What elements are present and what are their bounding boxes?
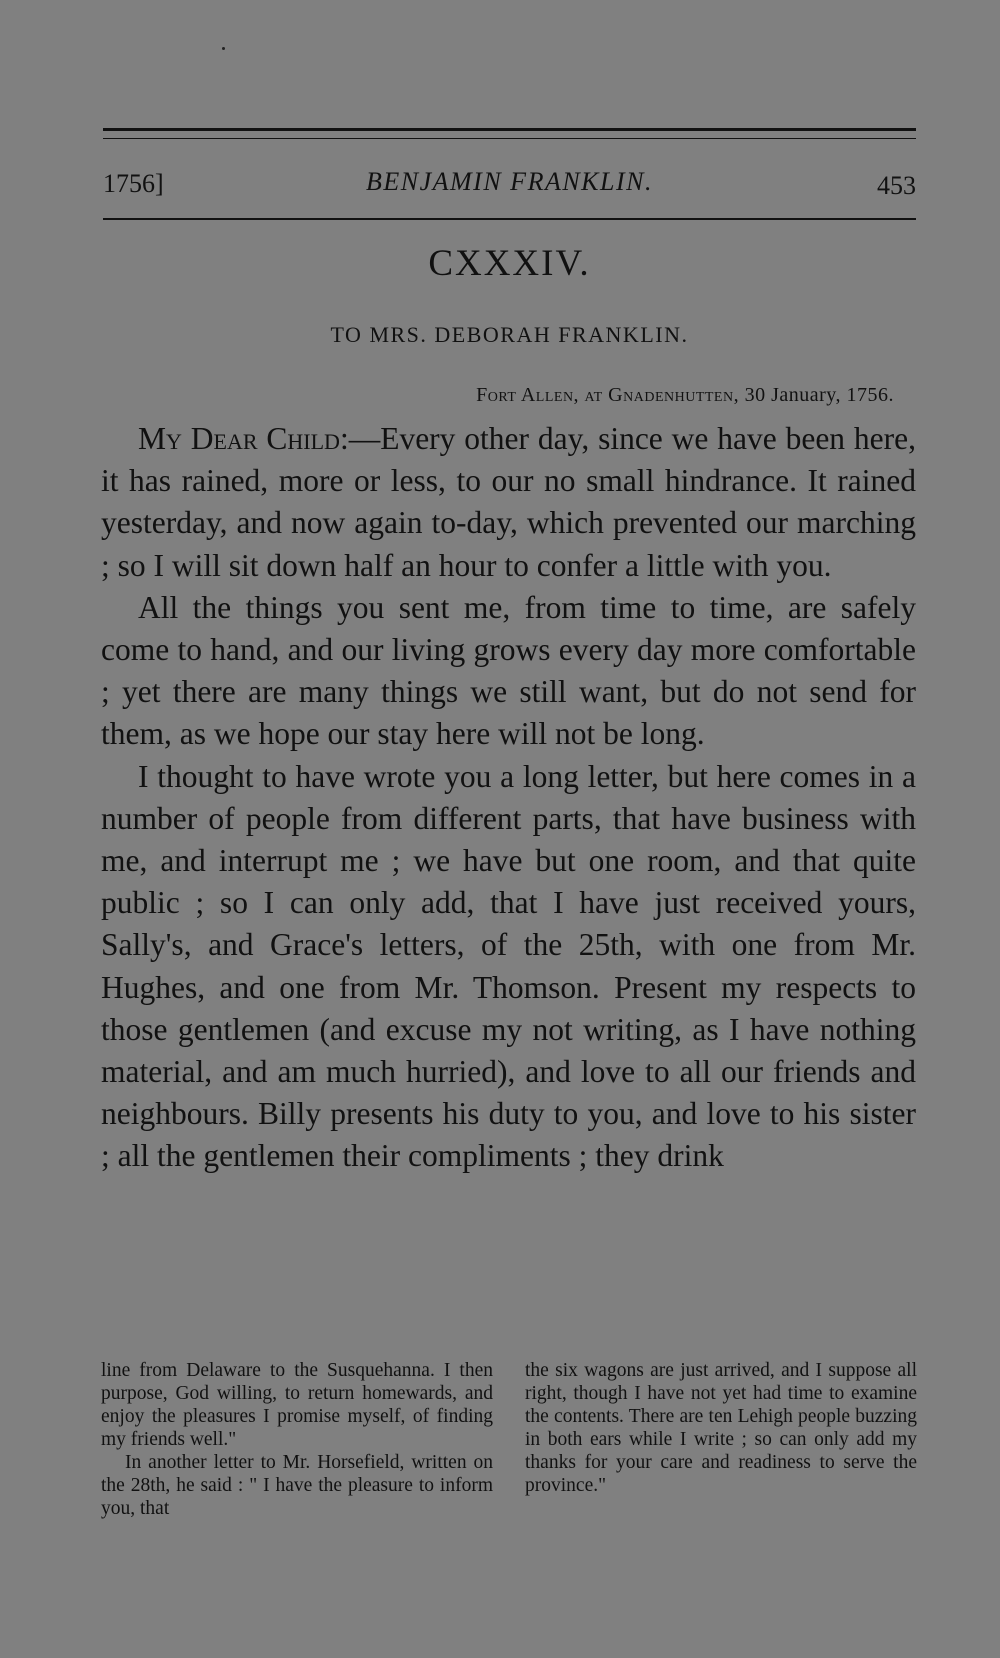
page-number: 453 bbox=[877, 171, 916, 200]
letter-dateline bbox=[103, 384, 894, 407]
letter-paragraph: I thought to have wrote you a long letter, but here comes in a number of people from different parts, that have business with me, and interrupt me ; we have but one room, and that quite public ; so I can only add, that I have just received yours, Sally's, and Grace's letters, of the 25th, with one from Mr. Hughes, and one from Mr. Thomson. Present my respects to those gentlemen (and excuse my not writing, as I have nothing material, and am much hurried), and love to all our friends and neighbours. Billy presents his duty to you, and love to his sister ; all the gentlemen their compliments ; they drink bbox=[101, 758, 916, 1174]
letter-salutation: My Dear Child bbox=[138, 421, 340, 456]
top-rule-thick bbox=[103, 128, 916, 131]
footnote-paragraph: the six wagons are just arrived, and I suppose all right, though I have not yet had time to examine the contents. There are ten Lehigh people buzzing in both ears while I write ; so can only add my thanks for your care and readiness to serve the province." bbox=[525, 1360, 917, 1496]
running-head-title: BENJAMIN FRANKLIN. bbox=[366, 167, 653, 196]
paragraph-text: :—Every other day, since we have been here, it has rained, more or less, to our no small hindrance. It rained yesterday, and now again to-day, which prevented our marching ; so I will sit down half an hour to confer a little with you. bbox=[101, 421, 917, 583]
dateline-date: 30 January, 1756. bbox=[744, 384, 894, 406]
letter-paragraph: All the things you sent me, from time to time, are safely come to hand, and our living grows every day more comfortable ; yet there are many things we still want, but do not send for them, as we hope our stay here will not be long. bbox=[101, 589, 916, 752]
footnote-paragraph: In another letter to Mr. Horsefield, written on the 28th, he said : " I have the pleasure to inform you, that bbox=[101, 1452, 493, 1519]
footnote-paragraph: line from Delaware to the Susquehanna. I then purpose, God willing, to return homewards, and enjoy the pleasures I promise myself, of finding my friends well." bbox=[101, 1360, 493, 1450]
top-rule-thin bbox=[103, 138, 916, 139]
running-head-rule bbox=[103, 218, 916, 220]
footnote-column-left bbox=[101, 1359, 493, 1520]
footnote-area bbox=[101, 1359, 917, 1520]
dateline-place: Fort Allen, at Gnadenhutten, bbox=[476, 384, 740, 406]
running-head bbox=[103, 165, 916, 205]
footnote-column-right bbox=[525, 1359, 917, 1520]
chapter-number: CXXXIV. bbox=[428, 243, 591, 284]
letter-body bbox=[101, 418, 916, 1178]
print-speck bbox=[222, 47, 225, 50]
letter-paragraph bbox=[101, 418, 916, 587]
running-head-year: 1756] bbox=[103, 169, 164, 198]
letter-addressee: TO MRS. DEBORAH FRANKLIN. bbox=[330, 322, 689, 347]
